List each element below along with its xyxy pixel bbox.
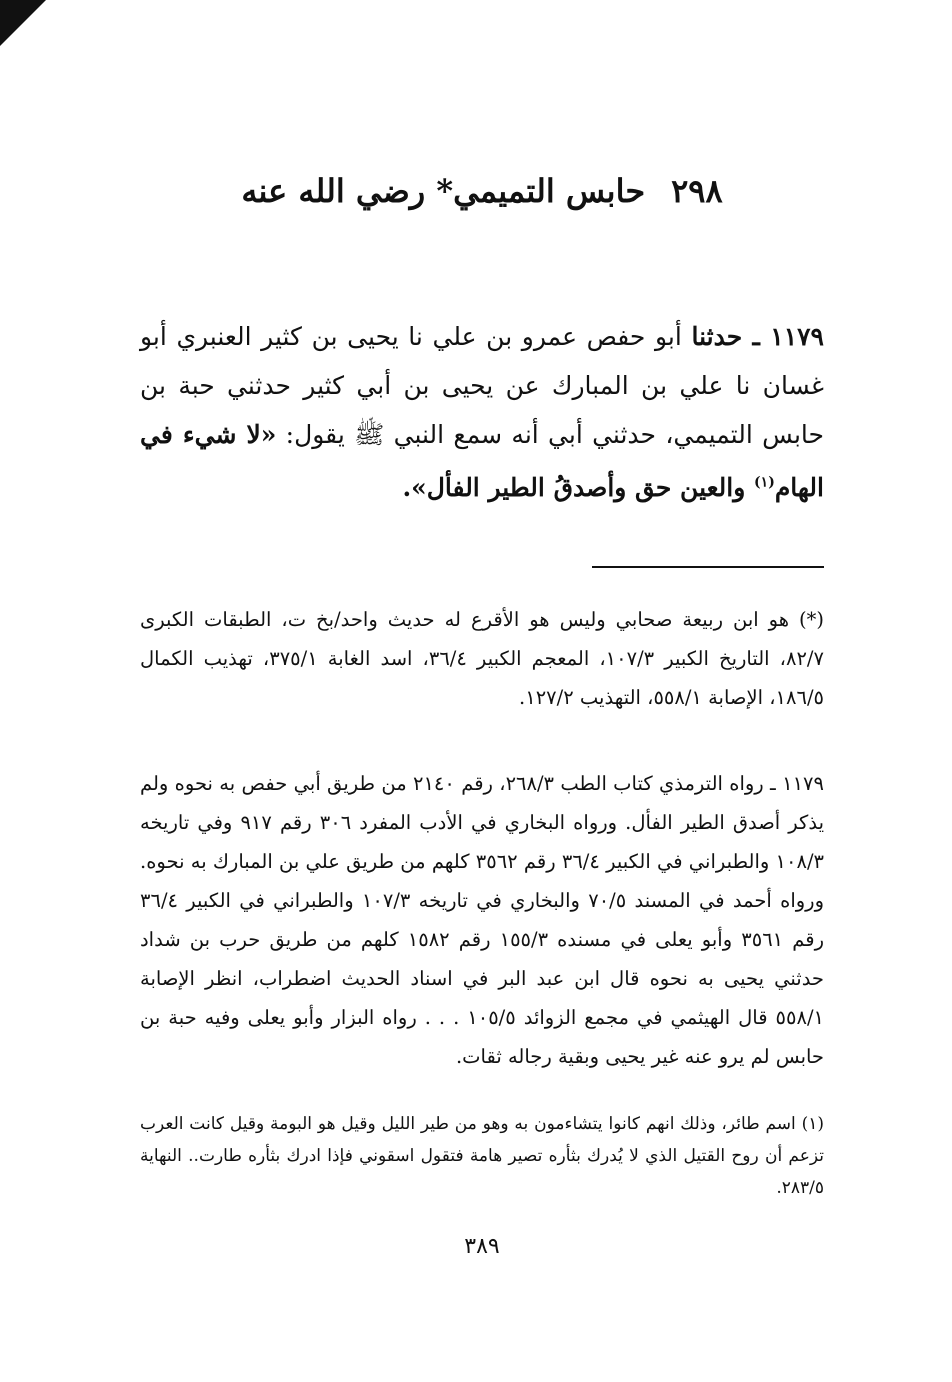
footnote-ref: (١)	[754, 475, 775, 491]
footnote-1: (١) اسم طائر، وذلك انهم كانوا يتشاءمون به وهو من طير الليل وقيل هو البومة وقيل كانت العرب تزعم أن روح القتيل الذي لا يُدرك بثأره تصير هامة فتقول اسقوني فإذا ادرك بثأره طارت.. النهاية ٢٨٣/٥.	[140, 1114, 824, 1198]
hadith-text	[140, 312, 824, 512]
chapter-title	[140, 168, 824, 214]
page-number: ٣٨٩	[464, 1234, 500, 1259]
hadith-number: ١١٧٩ ـ حدثنا	[691, 322, 824, 351]
hadith-matn-part2: والعين حق وأصدقُ الطير الفأل».	[402, 473, 755, 503]
hadith-matn-part1: «لا شيء في الهام	[140, 420, 824, 503]
chapter-number: ٢٩٨	[671, 172, 723, 210]
page	[140, 0, 824, 1382]
corner-mark	[0, 0, 46, 46]
chapter-name: حابس التميمي* رضي الله عنه	[241, 172, 646, 210]
footnote-star: (*) هو ابن ربيعة صحابي وليس هو الأقرع له حديث واحد/بخ ت، الطبقات الكبرى ٨٢/٧، التاريخ الكبير ١٠٧/٣، المعجم الكبير ٣٦/٤، اسد الغابة ٣٧٥/١، تهذيب الكمال ١٨٦/٥، الإصابة ٥٥٨/١، التهذيب ١٢٧/٢.	[140, 608, 824, 709]
hadith-chain: أبو حفص عمرو بن علي نا يحيى بن كثير العنبري أبو غسان نا علي بن المبارك عن يحيى بن أبي كثير حدثني حبة بن حابس التميمي، حدثني أبي أنه سمع النبي ﷺ يقول:	[140, 322, 824, 449]
footnote-divider	[592, 566, 824, 568]
footnote-1179: ١١٧٩ ـ رواه الترمذي كتاب الطب ٢٦٨/٣، رقم ٢١٤٠ من طريق أبي حفص به نحوه ولم يذكر أصدق الطير الفأل. ورواه البخاري في الأدب المفرد ٣٠٦ رقم ٩١٧ وفي تاريخه ١٠٨/٣ والطبراني في الكبير ٣٦/٤ رقم ٣٥٦٢ كلهم من طريق علي بن المبارك به نحوه. ورواه أحمد في المسند ٧٠/٥ والبخاري في تاريخه ١٠٧/٣ والطبراني في الكبير ٣٦/٤ رقم ٣٥٦١ وأبو يعلى في مسنده ١٥٥/٣ رقم ١٥٨٢ كلهم من طريق حرب بن شداد حدثني يحيى به نحوه قال ابن عبد البر في اسناد الحديث اضطراب، انظر الإصابة ٥٥٨/١ قال الهيثمي في مجمع الزوائد ١٠٥/٥ . . . رواه البزار وأبو يعلى وفيه حبة بن حابس لم يرو عنه غير يحيى وبقية رجاله ثقات.	[140, 772, 824, 1068]
